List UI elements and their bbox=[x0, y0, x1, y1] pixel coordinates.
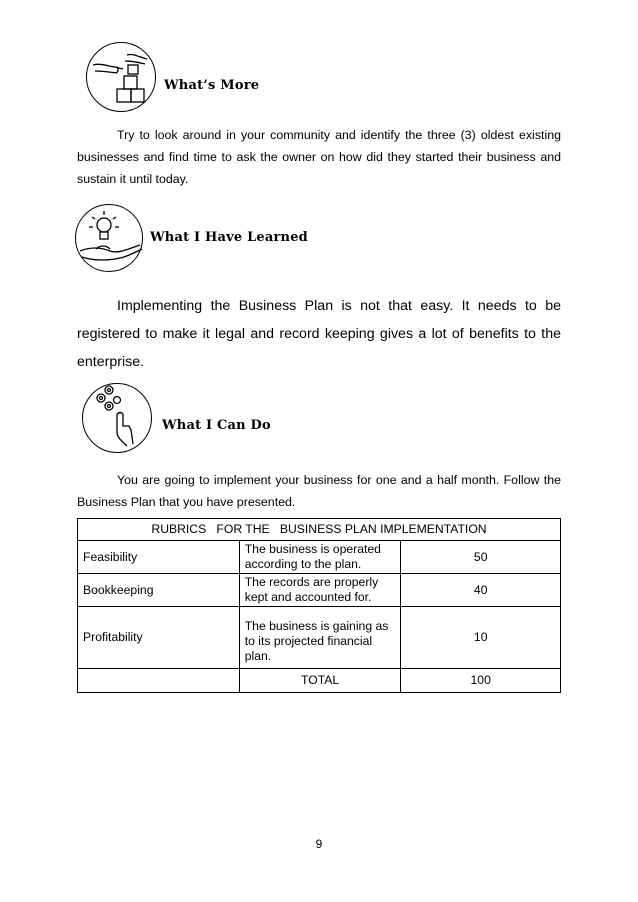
total-row bbox=[78, 669, 561, 693]
criterion-cell: Profitability bbox=[78, 607, 240, 669]
points-cell: 10 bbox=[401, 607, 561, 669]
description-cell: The business is operated according to the plan. bbox=[239, 541, 401, 574]
section-heading-what-i-have-learned: What I Have Learned bbox=[150, 230, 308, 245]
rubric-title-row bbox=[78, 519, 561, 541]
description-cell: The records are properly kept and accounted for. bbox=[239, 574, 401, 607]
description-cell: The business is gaining as to its projected financial plan. bbox=[239, 607, 401, 669]
section-heading-whats-more: What’s More bbox=[164, 78, 260, 93]
empty-cell bbox=[78, 669, 240, 693]
table-row bbox=[78, 607, 561, 669]
paragraph-what-i-can-do: You are going to implement your business for one and a half month. Follow the Business Plan that you have presented. bbox=[77, 473, 561, 509]
hand-with-gears-icon bbox=[82, 383, 152, 453]
table-row bbox=[78, 541, 561, 574]
criterion-cell: Feasibility bbox=[78, 541, 240, 574]
total-label: TOTAL bbox=[239, 669, 401, 693]
section-heading-what-i-can-do: What I Can Do bbox=[162, 418, 271, 433]
paragraph-what-i-have-learned: Implementing the Business Plan is not that easy. It needs to be registered to make it legal and record keeping gives a lot of benefits to the enterprise. bbox=[77, 298, 561, 370]
hands-stacking-blocks-icon bbox=[86, 42, 156, 112]
rubric-table bbox=[77, 518, 561, 693]
points-cell: 50 bbox=[401, 541, 561, 574]
table-row bbox=[78, 574, 561, 607]
lightbulb-in-hand-icon bbox=[75, 204, 143, 272]
page-number: 9 bbox=[315, 837, 323, 851]
paragraph-whats-more: Try to look around in your community and identify the three (3) oldest existing businesses and find time to ask the owner on how did they started their business and sustain it until today. bbox=[77, 128, 561, 186]
criterion-cell: Bookkeeping bbox=[78, 574, 240, 607]
rubric-title: RUBRICS FOR THE BUSINESS PLAN IMPLEMENTATION bbox=[78, 519, 561, 541]
points-cell: 40 bbox=[401, 574, 561, 607]
total-value: 100 bbox=[401, 669, 561, 693]
